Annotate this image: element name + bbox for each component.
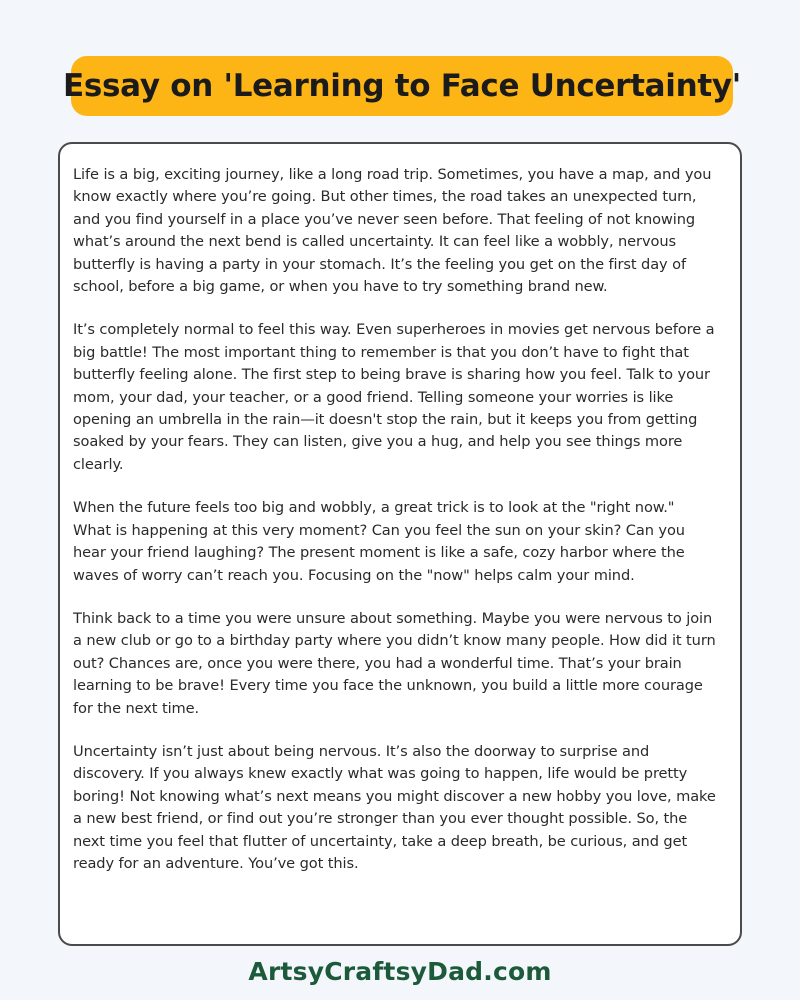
essay-body (58, 142, 742, 946)
essay-paragraph-2: It’s completely normal to feel this way. Even superheroes in movies get nervous before a big battle! The most important thing to remember is that you don’t have to fight that butterfly feeling alone. The first step to being brave is sharing how you feel. Talk to your mom, your dad, your teacher, or a good friend. Telling someone your worries is like opening an umbrella in the rain—it doesn't stop the rain, but it keeps you from getting soaked by your fears. They can listen, give you a hug, and help you see things more clearly. (73, 321, 715, 473)
essay-title: Essay on 'Learning to Face Uncertainty' (63, 68, 741, 104)
title-banner (63, 56, 741, 116)
essay-paragraph-3: When the future feels too big and wobbly, a great trick is to look at the "right now." What is happening at this very moment? Can you feel the sun on your skin? Can you hear your friend laughing? The present moment is like a safe, cozy harbor where the waves of worry can’t reach you. Focusing on the "now" helps calm your mind. (73, 499, 685, 584)
essay-paragraph-5: Uncertainty isn’t just about being nervous. It’s also the doorway to surprise and discovery. If you always knew exactly what was going to happen, life would be pretty boring! Not knowing what’s next means you might discover a new hobby you love, make a new best friend, or find out you’re stronger than you ever thought possible. So, the next time you feel that flutter of uncertainty, take a deep breath, be curious, and get ready for an adventure. You’ve got this. (73, 742, 716, 872)
site-url-footer: ArtsyCraftsyDad.com (248, 957, 552, 986)
essay-paragraph-1: Life is a big, exciting journey, like a long road trip. Sometimes, you have a map, and you know exactly where you’re going. But other times, the road takes an unexpected turn, and you find yourself in a place you’ve never seen before. That feeling of not knowing what’s around the next bend is called uncertainty. It can feel like a wobbly, nervous butterfly is having a party in your stomach. It’s the feeling you get on the first day of school, before a big game, or when you have to try something brand new. (73, 166, 712, 296)
essay-paragraph-4: Think back to a time you were unsure about something. Maybe you were nervous to join a new club or go to a birthday party where you didn’t know many people. How did it turn out? Chances are, once you were there, you had a wonderful time. That’s your brain learning to be brave! Every time you face the unknown, you build a little more courage for the next time. (73, 609, 716, 717)
